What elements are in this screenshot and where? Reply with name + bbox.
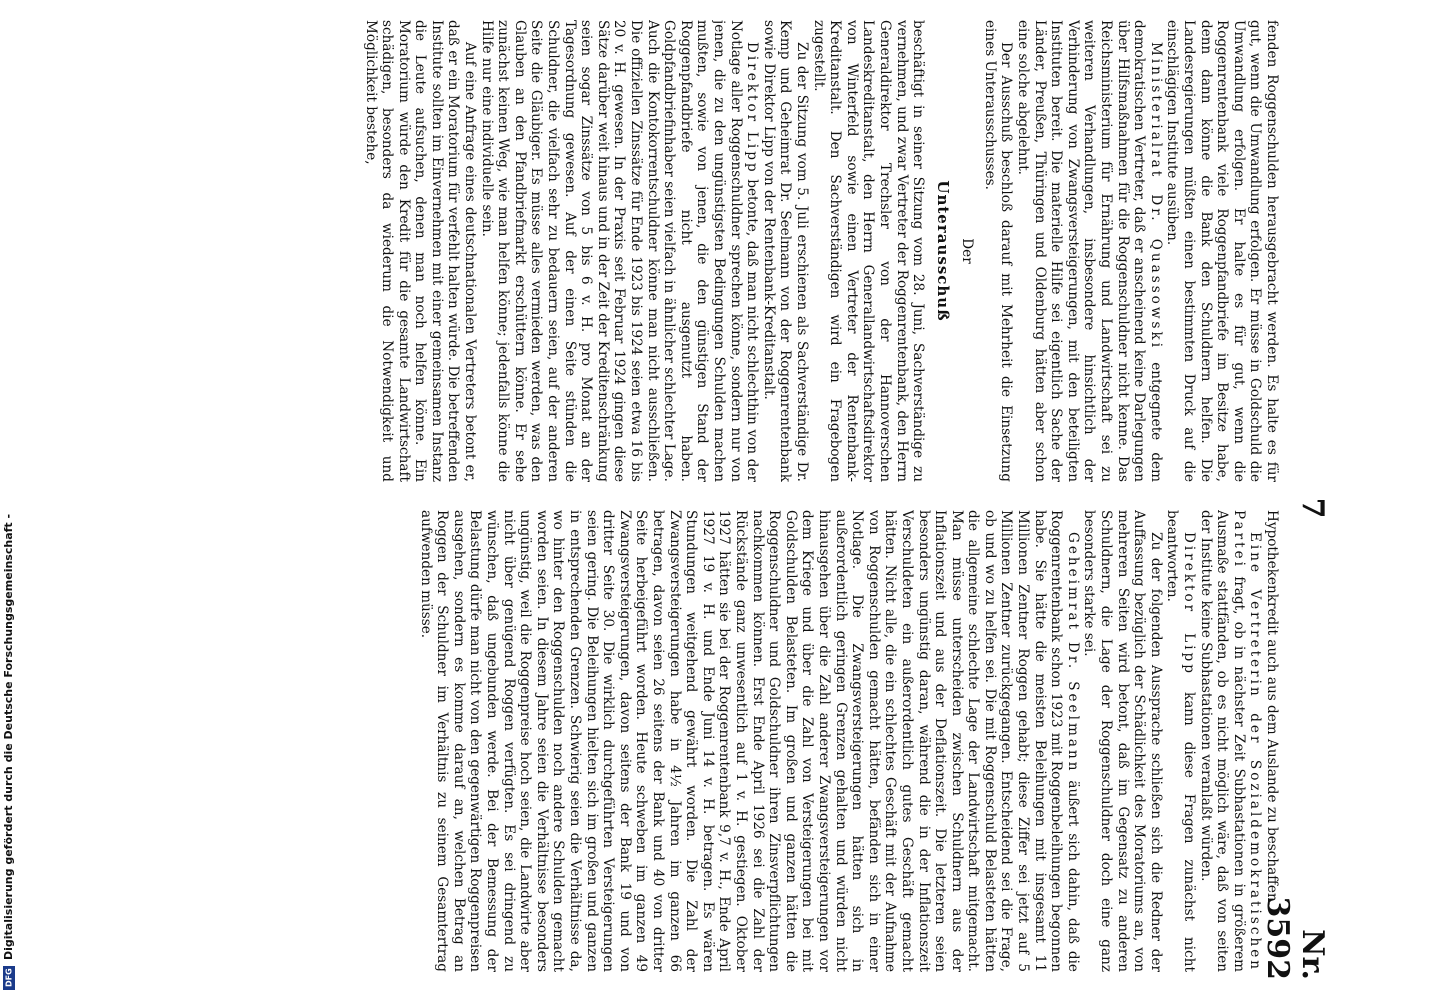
section-heading: Unterausschuß [933, 180, 952, 322]
paragraph: Zu der Sitzung vom 5. Juli erschienen als Sachverständige Dr. Kemp und Geheimrat Dr. Seelmann von der Roggenrentenbank sowie Direktor Lipp von der Rentenbank-Kreditanstalt. [760, 20, 810, 482]
paragraph [417, 510, 1081, 972]
page-number: 7 [1295, 497, 1330, 519]
text-column-left [105, 20, 1280, 482]
speaker-name: Direktor Lipp [744, 42, 761, 175]
paragraph [1164, 510, 1197, 972]
rotated-page-content [100, 20, 1330, 980]
paragraph: Hypothekenkredit auch aus dem Auslande zu beschaffen. [1264, 510, 1280, 907]
paragraph [1015, 20, 1164, 482]
center-word: Der [959, 238, 976, 264]
speaker-name: Ministerialrat Dr. Quassowski [1147, 42, 1164, 351]
digitization-credit: Digitalisierung gefördert durch die Deutsche Forschungsgemeinschaft - [2, 513, 15, 960]
dfg-logo: DFG [3, 966, 15, 990]
paragraph-text: entgegnete dem demokratischen Vertreter, daß er anscheinend keine Darlegungen über Hilfsmaßnahmen für die Roggenschuldner nicht kenne. Das Reichsministerium für Ernährung und Landwirtschaft sei zu weiteren Verhandlungen, insbesondere hinsichtlich der Verhinderung von Zwangsversteigerungen, mit den beteiligten Instituten bereit. Die materielle Hilfe sei eigentlich Sache der Länder, Preußen, Thüringen und Oldenburg hätten aber schon eine solche abgelehnt. [1015, 20, 1164, 482]
paragraph: Zu der folgenden Aussprache schließen sich die Redner der Auffassung bezüglich der Schädlichkeit des Moratoriums an, von mehreren Seiten wird betont, daß im Gegensatz zu anderen Schuldnern, die Lage der Roggenschuldner doch eine ganz besonders starke sei. [1081, 510, 1164, 972]
paragraph: fenden Roggenschulden herausgebracht werden. Es halte es für gut, wenn die Umwandlung erfolgen. Er müsse in Goldschuld die Umwandlung erfolgen. Er halte es für gut, wenn die Roggenrentenbank viele Roggenpfandbriefe im Besitze habe, denn dann könne die Bank den Schuldnern helfen. Die Landesregierungen müßten einen bestimmten Druck auf die einschlägigen Institute ausüben. [1164, 20, 1280, 482]
speaker-name: Direktor Lipp [1181, 532, 1198, 676]
paragraph: Auf eine Anfrage eines deutschnationalen Vertreters betont er, daß er ein Moratorium für verfehlt halten würde. Die betreffenden Institute sollten im Einvernehmen mit einer gemeinsamen Instanz die Leute aufsuchen, denen man noch helfen könne. Ein Moratorium würde den Kredit für die gesamte Landwirtschaft schädigen, besonders da wiederum die Notwendigkeit und Möglichkeit bestehe, [362, 20, 479, 482]
digitization-credit-strip [0, 0, 20, 1000]
speaker-name: Geheimrat Dr. Seelmann [1064, 532, 1081, 774]
paragraph-text: betonte, daß man nicht schlechthin von der Notlage aller Roggenschuldner sprechen könne, sondern nur von jenen, die zu den ungünstigsten Bedingungen Schulden machen mußten, sowie von jenen, die den günstigen Stand der Roggenpfandbriefe nicht ausgenutzt haben. Goldpfandbriefinhaber seien vielfach in ähnlicher schlechter Lage. Auch die Kontokorrentschuldner könne man nicht ausschließen. Die offiziellen Zinssätze für Ende 1923 bis 1924 seien etwa 16 bis 20 v. H. gewesen. In der Praxis seit Februar 1924 gingen diese Sätze darüber weit hinaus und in der Zeit der Kreditenschränkung seien sogar Zinssätze von 5 bis 6 v. H. pro Monat an der Tagesordnung gewesen. Auf der einen Seite stünden die Schuldner, die vielfach sehr zu bedauern seien, auf der anderen Seite die Gläubiger. Es müsse alles vermieden werden, was den Glauben an den Pfandbriefmarkt erschüttern könne. Er sehe zunächst keinen Weg, wie man helfen könne; jedenfalls könne die Hilfe nur eine individuelle sein. [478, 20, 761, 482]
paragraph: Der Ausschuß beschloß darauf mit Mehrheit die Einsetzung eines Unterausschusses. [981, 20, 1015, 482]
paragraph-text: äußert sich dahin, daß die Roggenrentenbank schon 1923 mit Roggenbeleihungen begonnen habe. Sie hätte die meisten Beleihungen mit insgesamt 11 Millionen Zentner Roggen gehabt; diese Ziffer sei jetzt auf 5 Millionen Zentner zurückgegangen. Entscheidend sei die Frage, ob und wo zu helfen sei. Die mit Roggenschuld Belasteten hätten die allgemeine schlechte Lage der Landwirtschaft mitgemacht. Man müsse unterscheiden zwischen Schuldnern aus der Inflationszeit und aus der Deflationszeit. Die letzteren seien besonders ungünstig daran, während die in der Inflationszeit Verschuldeten ein außerordentlich gutes Geschäft gemacht hätten. Nicht alle, die ein schlechtes Geschäft mit der Aufnahme von Roggenschulden gemacht hätten, befänden sich in einer Notlage. Die Zwangsversteigerungen hätten sich in außerordentlich geringen Grenzen gehalten und würden nicht hinausgehen über die Zahl anderer Zwangsversteigerungen vor dem Kriege und über die Zahl von Versteigerungen bei mit Goldschulden Belasteten. Im großen und ganzen hätten die Roggenschuldner und Goldschuldner ihren Zinsverpflichtungen nachkommen können. Erst Ende April 1926 sei die Zahl der Rückstände ganz unwesentlich auf 1 v. H. gestiegen. Oktober 1927 hätten sie bei der Roggenrentenbank 9,7 v. H., Ende April 1927 19 v. H. und Ende Juni 14 v. H. betragen. Es wären Stundungen weitgehend gewährt worden. Die Zahl der Zwangsversteigerungen habe in 4½ Jahren im ganzen 66 betragen, davon seien 26 seitens der Bank und 40 von dritter Seite herbeigeführt worden. Heute schweben im ganzen 49 Zwangsversteigerungen, davon seitens der Bank 19 und von dritter Seite 30. Die wirklich durchgeführten Versteigerungen seien gering. Die Beleihungen hielten sich im großen und ganzen in entsprechenden Grenzen. Schwierig seien die Verhältnisse da, wo hinter den Roggenschulden noch andere Schulden gemacht worden seien. In diesem Jahre seien die Verhältnisse besonders ungünstig, weil die Roggenpreise hoch seien, die Landwirte aber nicht über genügend Roggen verfügten. Es sei dringend zu wünschen, daß ungebunden werde. Bei der Bemessung der Belastung dürfe man nicht von den gegenwärtigen Roggenpreisen ausgehen, sondern es komme darauf an, welchen Betrag an Roggen der Schuldner im Verhältnis zu seinem Gesamtertrag aufwenden müsse. [417, 510, 1081, 972]
paragraph-text: fragt, ob in nächster Zeit Subhastationen in größerem Ausmaße stattfänden, ob es nicht möglich wäre, daß von seiten der Institute keine Subhastationen veranlaßt würden. [1197, 510, 1247, 972]
speaker-name: Eine Vertreterin der Sozialdemokratischen Partei [1230, 510, 1264, 972]
paragraph [1197, 510, 1263, 972]
paragraph-text: kann diese Fragen zunächst nicht beantworten. [1164, 510, 1198, 972]
paragraph [478, 20, 760, 482]
text-column-right [105, 510, 1280, 972]
document-number: Nr. 3592 [1260, 896, 1330, 980]
paragraph: beschäftigt in seiner Sitzung vom 28. Juni, Sachverständige zu vernehmen, und zwar Vertreter der Roggenrentenbank, den Herrn Generaldirektor Trechsler von der Hannoverschen Landeskreditanstalt, den Herrn Generallandwirtschaftsdirektor von Winterfeld sowie einen Vertreter der Rentenbank-Kreditanstalt. Den Sachverständigen wird ein Fragebogen zugestellt. [810, 20, 927, 482]
